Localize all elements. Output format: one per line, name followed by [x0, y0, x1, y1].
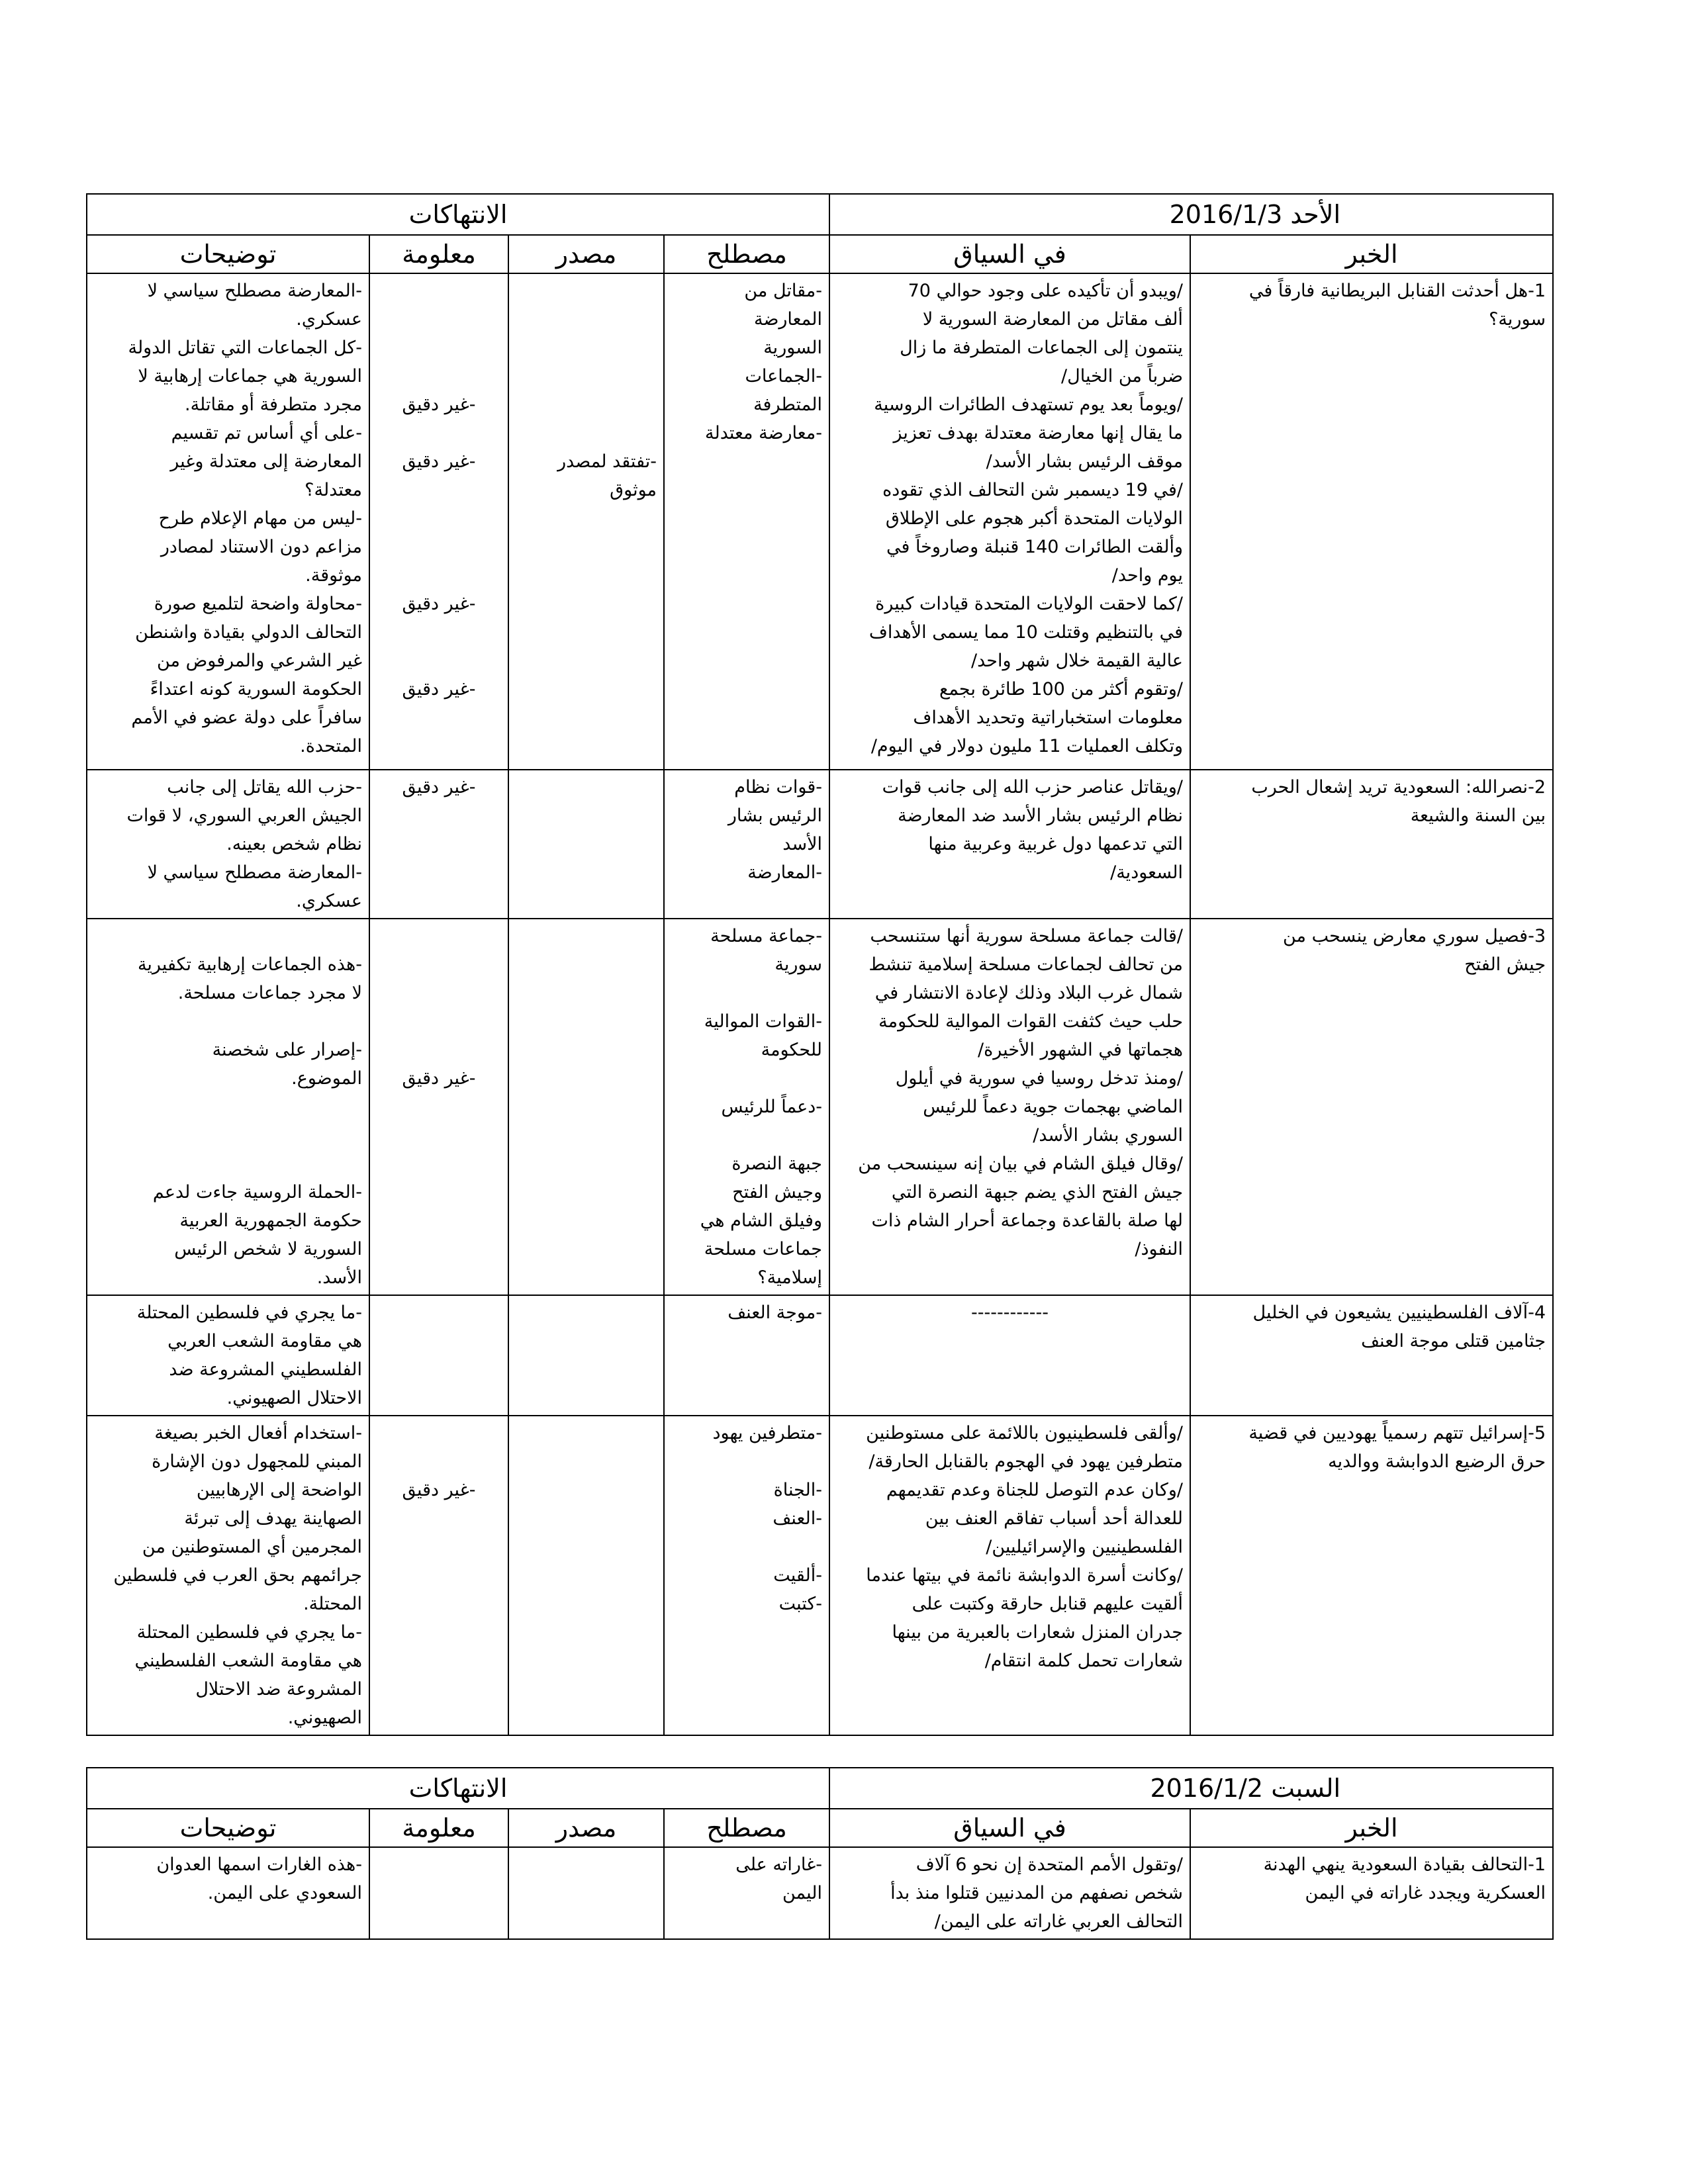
cell-line: /وكان عدم التوصل للجناة وعدم تقديمهم	[886, 1480, 1184, 1500]
cell-line: معلومات استخباراتية وتحديد الأهداف	[913, 707, 1184, 728]
cell-line: ألقيت عليهم قنابل حارقة وكتبت على	[912, 1594, 1184, 1614]
date-header: السبت 2016/1/2	[829, 1768, 1553, 1809]
cell-line: ينتمون إلى الجماعات المتطرفة ما زال	[900, 338, 1184, 358]
term-cell	[664, 1295, 829, 1416]
cell-line: الفلسطينيين والإسرائيليين/	[986, 1537, 1184, 1557]
line-spacer	[94, 1150, 362, 1178]
term-cell	[664, 770, 829, 919]
cell-line: -دعماً للرئيس	[721, 1097, 822, 1117]
cell-line: جيش الفتح	[1464, 954, 1546, 975]
cell-line: الرئيس بشار	[727, 805, 822, 826]
cell-line: المتطرفة	[753, 394, 822, 415]
col-news-header: الخبر	[1190, 1809, 1553, 1847]
cell-line: مجرد متطرفة أو مقاتلة.	[185, 394, 362, 415]
cell-line: حلب حيث كثفت القوات الموالية للحكومة	[878, 1011, 1184, 1032]
cell-line: عالية القيمة خلال شهر واحد/	[970, 651, 1184, 671]
cell-line: /وكانت أسرة الدوابشة نائمة في بيتها عندما	[866, 1565, 1184, 1586]
cell-line: المبني للمجهول دون الإشارة	[152, 1451, 362, 1472]
cell-line: -استخدام أفعال الخبر بصيغة	[154, 1423, 362, 1443]
cell-line: -قوات نظام	[734, 777, 822, 797]
term-cell	[664, 1847, 829, 1939]
cell-line: -المعارضة مصطلح سياسي لا	[147, 281, 362, 301]
cell-line: موثوقة.	[305, 565, 362, 586]
line-spacer	[516, 419, 657, 447]
cell-line: -ما يجري في فلسطين المحتلة	[136, 1302, 362, 1323]
cell-line: -هذه الغارات اسمها العدوان	[156, 1854, 362, 1875]
cell-line: الولايات المتحدة أكبر هجوم على الإطلاق	[885, 508, 1184, 529]
cell-line: /وألقى فلسطينيون باللائمة على مستوطنين	[866, 1423, 1184, 1443]
news-cell	[1190, 770, 1553, 919]
notes-cell	[87, 1295, 369, 1416]
cell-line: -غير دقيق	[402, 1480, 476, 1500]
line-spacer	[377, 476, 501, 504]
cell-line: هي مقاومة الشعب العربي	[167, 1331, 362, 1351]
line-spacer	[671, 1064, 822, 1093]
line-spacer	[377, 647, 501, 675]
cell-line: 2-نصرالله: السعودية تريد إشعال الحرب	[1251, 777, 1546, 797]
cell-line: ألف مقاتل من المعارضة السورية لا	[922, 309, 1184, 330]
cell-line: /ويوماً بعد يوم تستهدف الطائرات الروسية	[874, 394, 1184, 415]
news-cell	[1190, 1295, 1553, 1416]
notes-cell	[87, 919, 369, 1295]
cell-line: -المعارضة	[747, 862, 822, 883]
notes-cell	[87, 1847, 369, 1939]
source-cell	[508, 1416, 664, 1735]
line-spacer	[377, 561, 501, 590]
cell-line: موقف الرئيس بشار الأسد/	[986, 451, 1184, 472]
table-row	[87, 1847, 1553, 1939]
context-cell	[829, 770, 1190, 919]
cell-line: نظام شخص بعينه.	[226, 834, 362, 854]
source-cell	[508, 273, 664, 770]
cell-line: المحتلة.	[303, 1594, 362, 1614]
source-cell	[508, 1295, 664, 1416]
news-cell	[1190, 273, 1553, 770]
line-spacer	[377, 922, 501, 950]
violations-header: الانتهاكات	[87, 194, 829, 235]
cell-line: للحكومة	[761, 1040, 822, 1060]
cell-line: -موجة العنف	[727, 1302, 822, 1323]
line-spacer	[516, 305, 657, 334]
cell-line: لا مجرد جماعات مسلحة.	[177, 983, 362, 1003]
line-spacer	[94, 922, 362, 950]
line-spacer	[516, 277, 657, 305]
cell-line: -محاولة واضحة لتلميع صورة	[154, 594, 362, 614]
cell-line: الجيش العربي السوري، لا قوات	[126, 805, 362, 826]
source-cell	[508, 770, 664, 919]
info-cell	[369, 1847, 508, 1939]
cell-line: ------------	[971, 1302, 1049, 1323]
info-cell	[369, 273, 508, 770]
context-cell	[829, 1295, 1190, 1416]
cell-line: /وقال فيلق الشام في بيان إنه سينسحب من	[858, 1154, 1184, 1174]
context-cell	[829, 1416, 1190, 1735]
cell-line: 5-إسرائيل تتهم رسمياً يهوديين في قضية	[1248, 1423, 1546, 1443]
table-row	[87, 1295, 1553, 1416]
cell-line: الحكومة السورية كونه اعتداءً	[150, 679, 362, 700]
cell-line: الصهاينة يهدف إلى تبرئة	[184, 1508, 362, 1529]
line-spacer	[377, 362, 501, 390]
news-cell	[1190, 919, 1553, 1295]
cell-line: جماعات مسلحة	[704, 1239, 822, 1259]
cell-line: جدران المنزل شعارات بالعبرية من بينها	[892, 1622, 1184, 1643]
cell-line: الموضوع.	[291, 1068, 362, 1089]
col-source-header: مصدر	[508, 1809, 664, 1847]
line-spacer	[516, 390, 657, 419]
cell-line: -ما يجري في فلسطين المحتلة	[136, 1622, 362, 1643]
notes-cell	[87, 273, 369, 770]
cell-line: -هذه الجماعات إرهابية تكفيرية	[137, 954, 362, 975]
cell-line: من تحالف لجماعات مسلحة إسلامية تنشط	[868, 954, 1184, 975]
line-spacer	[516, 334, 657, 362]
cell-line: /قالت جماعة مسلحة سورية أنها ستنسحب	[870, 926, 1184, 946]
cell-line: متطرفين يهود في الهجوم بالقنابل الحارقة/	[868, 1451, 1184, 1472]
line-spacer	[671, 1533, 822, 1561]
cell-line: سافراً على دولة عضو في الأمم	[131, 707, 362, 728]
cell-line: -حزب الله يقاتل إلى جانب	[167, 777, 362, 797]
cell-line: حرق الرضيع الدوابشة ووالديه	[1328, 1451, 1546, 1472]
line-spacer	[671, 1447, 822, 1476]
source-cell	[508, 919, 664, 1295]
cell-line: يوم واحد/	[1111, 565, 1184, 586]
line-spacer	[377, 1447, 501, 1476]
col-context-header: في السياق	[829, 1809, 1190, 1847]
violations-header: الانتهاكات	[87, 1768, 829, 1809]
cell-line: -غير دقيق	[402, 451, 476, 472]
cell-line: /وتقول الأمم المتحدة إن نحو 6 آلاف	[915, 1854, 1184, 1875]
line-spacer	[377, 305, 501, 334]
line-spacer	[377, 533, 501, 561]
cell-line: -الجماعات	[745, 366, 822, 387]
cell-line: النفوذ/	[1135, 1239, 1184, 1259]
cell-line: 4-آلاف الفلسطينيين يشيعون في الخليل	[1252, 1302, 1546, 1323]
cell-line: -كل الجماعات التي تقاتل الدولة	[128, 338, 362, 358]
col-term-header: مصطلح	[664, 235, 829, 273]
cell-line: في بالتنظيم وقتلت 10 مما يسمى الأهداف	[868, 622, 1184, 643]
cell-line: /ويقاتل عناصر حزب الله إلى جانب قوات	[882, 777, 1184, 797]
cell-line: -جماعة مسلحة	[710, 926, 822, 946]
info-cell	[369, 1295, 508, 1416]
line-spacer	[377, 979, 501, 1007]
cell-line: المشروعة ضد الاحتلال	[195, 1679, 362, 1700]
cell-line: الصهيوني.	[287, 1707, 362, 1728]
cell-line: نظام الرئيس بشار الأسد ضد المعارضة	[898, 805, 1184, 826]
notes-cell	[87, 1416, 369, 1735]
col-notes-header: توضيحات	[87, 1809, 369, 1847]
cell-line: هي مقاومة الشعب الفلسطيني	[134, 1651, 362, 1671]
cell-line: ما يقال إنها معارضة معتدلة بهدف تعزيز	[893, 423, 1184, 443]
cell-line: -متطرفين يهود	[712, 1423, 822, 1443]
line-spacer	[377, 277, 501, 305]
cell-line: وفيلق الشام هي	[700, 1210, 822, 1231]
line-spacer	[94, 1093, 362, 1121]
cell-line: غير الشرعي والمرفوض من	[156, 651, 362, 671]
context-cell	[829, 273, 1190, 770]
term-cell	[664, 1416, 829, 1735]
cell-line: -المعارضة مصطلح سياسي لا	[147, 862, 362, 883]
cell-line: السورية لا شخص الرئيس	[174, 1239, 362, 1259]
cell-line: 1-التحالف بقيادة السعودية ينهي الهدنة	[1263, 1854, 1546, 1875]
cell-line: جيش الفتح الذي يضم جبهة النصرة التي	[891, 1182, 1184, 1203]
line-spacer	[377, 618, 501, 647]
news-cell	[1190, 1416, 1553, 1735]
cell-line: -إصرار على شخصنة	[212, 1040, 362, 1060]
term-cell	[664, 919, 829, 1295]
cell-line: المعارضة	[753, 309, 822, 330]
cell-line: التحالف العربي غاراته على اليمن/	[934, 1911, 1184, 1932]
line-spacer	[377, 334, 501, 362]
cell-line: السورية هي جماعات إرهابية لا	[138, 366, 362, 387]
table-row	[87, 770, 1553, 919]
line-spacer	[671, 979, 822, 1007]
cell-line: /في 19 ديسمبر شن التحالف الذي تقوده	[882, 480, 1184, 500]
cell-line: إسلامية؟	[757, 1267, 822, 1288]
cell-line: -غير دقيق	[402, 1068, 476, 1089]
cell-line: 3-فصيل سوري معارض ينسحب من	[1282, 926, 1546, 946]
cell-line: التي تدعمها دول غربية وعربية منها	[928, 834, 1184, 854]
line-spacer	[377, 1419, 501, 1447]
cell-line: الأسد	[782, 834, 822, 854]
cell-line: -مقاتل من	[744, 281, 822, 301]
cell-line: المعارضة إلى معتدلة وغير	[170, 451, 362, 472]
cell-line: شعارات تحمل كلمة انتقام/	[984, 1651, 1184, 1671]
media-violations-table-1	[86, 193, 1554, 1736]
cell-line: السعودية/	[1110, 862, 1184, 883]
cell-line: -غير دقيق	[402, 394, 476, 415]
cell-line: المتحدة.	[300, 736, 362, 756]
line-spacer	[516, 362, 657, 390]
cell-line: هجماتها في الشهور الأخيرة/	[978, 1040, 1184, 1060]
source-cell	[508, 1847, 664, 1939]
cell-line: وألقت الطائرات 140 قنبلة وصاروخاً في	[886, 537, 1184, 557]
line-spacer	[377, 1007, 501, 1036]
cell-line: -غير دقيق	[402, 777, 476, 797]
col-info-header: معلومة	[369, 235, 508, 273]
table-row	[87, 273, 1553, 770]
cell-line: الماضي بهجمات جوية دعماً للرئيس	[923, 1097, 1184, 1117]
cell-line: السوري بشار الأسد/	[1033, 1125, 1184, 1146]
cell-line: مزاعم دون الاستناد لمصادر	[160, 537, 362, 557]
cell-line: عسكري.	[296, 891, 362, 911]
cell-line: -القوات الموالية	[704, 1011, 822, 1032]
cell-line: -العنف	[773, 1508, 822, 1529]
cell-line: الفلسطيني المشروعة ضد	[169, 1359, 362, 1380]
cell-line: -غاراته على	[735, 1854, 822, 1875]
info-cell	[369, 1416, 508, 1735]
info-cell	[369, 919, 508, 1295]
cell-line: -كتبت	[778, 1594, 822, 1614]
line-spacer	[377, 504, 501, 533]
cell-line: الاحتلال الصهيوني.	[226, 1388, 362, 1408]
cell-line: -الحملة الروسية جاءت لدعم	[152, 1182, 362, 1203]
news-cell	[1190, 1847, 1553, 1939]
cell-line: شخص نصفهم من المدنيين قتلوا منذ بدأ	[890, 1883, 1184, 1903]
col-notes-header: توضيحات	[87, 235, 369, 273]
line-spacer	[377, 950, 501, 979]
cell-line: -غير دقيق	[402, 679, 476, 700]
cell-line: معتدلة؟	[305, 480, 362, 500]
cell-line: الواضحة إلى الإرهابيين	[196, 1480, 362, 1500]
cell-line: ضرباً من الخيال/	[1061, 366, 1184, 387]
cell-line: -تفتقد لمصدر	[557, 451, 657, 472]
col-context-header: في السياق	[829, 235, 1190, 273]
col-news-header: الخبر	[1190, 235, 1553, 273]
cell-line: المجرمين أي المستوطنين من	[142, 1537, 362, 1557]
cell-line: موثوق	[610, 480, 657, 500]
cell-line: لها صلة بالقاعدة وجماعة أحرار الشام ذات	[871, 1210, 1184, 1231]
cell-line: -ليس من مهام الإعلام طرح	[158, 508, 362, 529]
cell-line: عسكري.	[296, 309, 362, 330]
cell-line: /كما لاحقت الولايات المتحدة قيادات كبيرة	[875, 594, 1184, 614]
line-spacer	[94, 1121, 362, 1150]
table-row	[87, 1416, 1553, 1735]
line-spacer	[377, 1036, 501, 1064]
cell-line: /ومنذ تدخل روسيا في سورية في أيلول	[895, 1068, 1184, 1089]
cell-line: جبهة النصرة	[731, 1154, 822, 1174]
cell-line: -على أي أساس تم تقسيم	[171, 423, 362, 443]
date-header: الأحد 2016/1/3	[829, 194, 1553, 235]
cell-line: السورية	[763, 338, 822, 358]
notes-cell	[87, 770, 369, 919]
cell-line: سورية؟	[1489, 309, 1546, 330]
line-spacer	[94, 1007, 362, 1036]
col-source-header: مصدر	[508, 235, 664, 273]
cell-line: وجيش الفتح	[732, 1182, 822, 1203]
cell-line: جرائمهم بحق العرب في فلسطين	[113, 1565, 362, 1586]
table-row	[87, 919, 1553, 1295]
line-spacer	[671, 1121, 822, 1150]
cell-line: الأسد.	[316, 1267, 362, 1288]
term-cell	[664, 273, 829, 770]
cell-line: اليمن	[782, 1883, 822, 1903]
cell-line: سورية	[774, 954, 822, 975]
cell-line: /وتقوم أكثر من 100 طائرة بجمع	[939, 679, 1184, 700]
cell-line: جثامين قتلى موجة العنف	[1361, 1331, 1546, 1351]
context-cell	[829, 1847, 1190, 1939]
cell-line: 1-هل أحدثت القنابل البريطانية فارقاً في	[1248, 281, 1546, 301]
context-cell	[829, 919, 1190, 1295]
cell-line: -ألقيت	[773, 1565, 822, 1586]
cell-line: التحالف الدولي بقيادة واشنطن	[135, 622, 362, 643]
cell-line: السعودي على اليمن.	[207, 1883, 362, 1903]
cell-line: بين السنة والشيعة	[1410, 805, 1546, 826]
col-info-header: معلومة	[369, 1809, 508, 1847]
cell-line: شمال غرب البلاد وذلك لإعادة الانتشار في	[874, 983, 1184, 1003]
info-cell	[369, 770, 508, 919]
cell-line: العسكرية ويجدد غاراته في اليمن	[1305, 1883, 1546, 1903]
cell-line: -الجناة	[773, 1480, 822, 1500]
col-term-header: مصطلح	[664, 1809, 829, 1847]
cell-line: حكومة الجمهورية العربية	[179, 1210, 362, 1231]
cell-line: -معارضة معتدلة	[705, 423, 822, 443]
cell-line: /ويبدو أن تأكيده على وجود حوالي 70	[908, 281, 1184, 301]
cell-line: للعدالة أحد أسباب تفاقم العنف بين	[925, 1508, 1184, 1529]
cell-line: -غير دقيق	[402, 594, 476, 614]
cell-line: وتكلف العمليات 11 مليون دولار في اليوم/	[870, 736, 1184, 756]
line-spacer	[377, 419, 501, 447]
media-violations-table-2	[86, 1767, 1554, 1940]
